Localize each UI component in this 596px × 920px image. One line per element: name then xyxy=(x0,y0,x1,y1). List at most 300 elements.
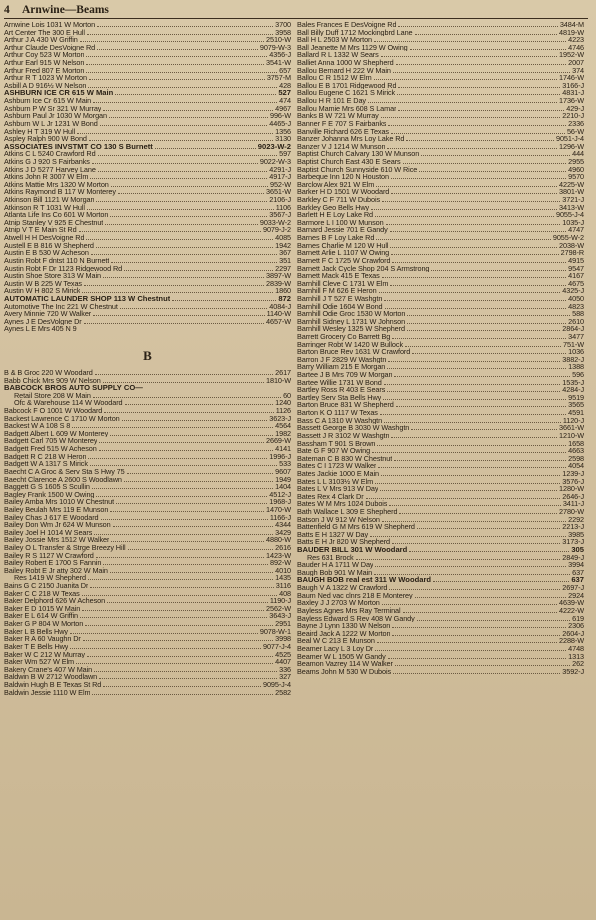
leader-dots xyxy=(82,595,277,596)
listing-row xyxy=(4,491,291,499)
listing-row xyxy=(297,82,584,90)
listing-row xyxy=(297,538,584,546)
listing-row xyxy=(297,287,584,295)
listing-phone: 428 xyxy=(279,81,291,90)
listing-phone: 1126 xyxy=(275,407,291,415)
listing-phone: 3565 xyxy=(568,401,584,410)
listing-name: Beaird Jack A 1222 W Morton xyxy=(297,629,391,638)
listing-name: Barbeque Inn 120 N Houston xyxy=(297,173,389,181)
listing-row xyxy=(297,356,584,364)
leader-dots xyxy=(89,79,265,80)
listing-name: Baker Delphord 626 W Acheson xyxy=(4,597,106,605)
listing-phone: 3994 xyxy=(568,561,584,569)
listing-phone: 637 xyxy=(571,576,584,585)
listing-phone: 1810-W xyxy=(266,376,291,385)
listing-name: Bakery Crane's 407 W Main xyxy=(4,665,93,674)
leader-dots xyxy=(374,79,558,80)
listing-phone: 3721-J xyxy=(562,196,584,204)
listing-row xyxy=(4,582,291,590)
listing-phone: 4675 xyxy=(568,279,584,288)
listing-row xyxy=(4,437,291,445)
listing-phone: 1120-J xyxy=(562,416,584,425)
leader-dots xyxy=(376,239,551,240)
listing-phone: 2780-W xyxy=(559,508,584,516)
listing-phone: 2288-W xyxy=(559,637,584,645)
leader-dots xyxy=(86,64,264,65)
listing-row xyxy=(297,310,584,318)
listing-name: Austin Robt F Dr 1123 Ridgewood Rd xyxy=(4,264,123,273)
leader-dots xyxy=(70,648,261,649)
listing-phone: 4525 xyxy=(275,650,291,659)
listing-phone: 9077-J-4 xyxy=(263,642,291,651)
listing-row xyxy=(297,630,584,638)
listing-phone: 2798-R xyxy=(560,249,584,257)
leader-dots xyxy=(118,193,264,194)
listing-name: Bassett George B 3030 W Washgtn xyxy=(297,424,410,432)
leader-dots xyxy=(377,445,566,446)
listing-name: Banks B W 721 W Murray xyxy=(297,112,379,120)
listing-name: Bauder H A 1711 W Day xyxy=(297,561,374,569)
listing-row xyxy=(4,257,291,265)
listing-name: Baggett G S 1605 S Scullin xyxy=(4,483,90,491)
listing-row xyxy=(297,455,584,463)
leader-dots xyxy=(103,110,273,111)
listing-row xyxy=(4,476,291,484)
listing-name: Baptist Church East 430 E Sears xyxy=(297,157,401,166)
listing-phone: 4344 xyxy=(275,521,291,529)
leader-dots xyxy=(398,87,560,88)
listing-name: Baldwin B W 2712 Woodlawn xyxy=(4,673,98,681)
listing-row xyxy=(4,559,291,567)
listing-row xyxy=(297,143,584,151)
listing-phone: 1942 xyxy=(275,241,291,250)
leader-dots xyxy=(407,330,560,331)
listing-phone: 305 xyxy=(571,546,584,554)
listing-name: Batson J W 912 W Nelson xyxy=(297,515,380,524)
listing-row xyxy=(4,303,291,311)
listing-row xyxy=(297,615,584,623)
listing-phone: 751-W xyxy=(563,340,584,349)
leader-dots xyxy=(84,323,264,324)
listing-name: Atkinson R T 1031 W Hull xyxy=(4,203,85,212)
leader-dots xyxy=(83,640,273,641)
listing-phone: 408 xyxy=(279,589,291,598)
listing-name: Arthur Claude DesVoigne Rd xyxy=(4,43,96,52)
listing-phone: 3661-W xyxy=(559,424,584,432)
listing-name: Baker C C 218 W Texas xyxy=(4,589,80,598)
listing-row xyxy=(4,574,291,582)
leader-dots xyxy=(105,224,258,225)
listing-phone: 2106-J xyxy=(269,196,291,204)
listing-row xyxy=(297,379,584,387)
listing-phone: 596 xyxy=(572,371,584,379)
listing-name: Beams John M 530 W Dubois xyxy=(297,667,392,676)
listing-phone: 3411-J xyxy=(562,500,584,508)
listing-phone: 1210-W xyxy=(559,431,584,440)
leader-dots xyxy=(87,34,273,35)
leader-dots xyxy=(100,125,268,126)
leader-dots xyxy=(80,617,267,618)
listing-phone: 4054 xyxy=(568,462,584,470)
leader-dots xyxy=(109,117,268,118)
listing-row xyxy=(4,468,291,476)
listing-row xyxy=(4,673,291,681)
listing-row xyxy=(297,341,584,349)
listing-row xyxy=(297,508,584,516)
listing-name: ASHBURN ICE CR 615 W Main xyxy=(4,89,114,98)
listing-name: Retail Store 208 W Main xyxy=(14,391,91,400)
listing-row xyxy=(4,552,291,560)
listing-row xyxy=(4,287,291,295)
listing-phone: 2839-W xyxy=(266,279,291,288)
listing-row xyxy=(4,265,291,273)
listing-name: Ashburn W L Jr 1231 W Bond xyxy=(4,119,98,128)
listing-name: Barkley Geo Bells Hwy xyxy=(297,203,370,212)
listing-phone: 2697-J xyxy=(562,584,584,592)
listing-row xyxy=(297,135,584,143)
leader-dots xyxy=(90,178,267,179)
listing-name: Bates L L 3103½ W Elm xyxy=(297,477,374,486)
listing-phone: 619 xyxy=(572,614,584,623)
listing-row xyxy=(297,29,584,37)
listing-row xyxy=(4,318,291,326)
listing-name: Barry William 215 E Morgan xyxy=(297,363,386,372)
listing-phone: 9055-J-4 xyxy=(556,211,584,219)
listing-phone: 2646-J xyxy=(562,492,584,501)
listing-phone: 4010 xyxy=(275,566,291,575)
leader-dots xyxy=(384,300,566,301)
listing-phone: 9079-J-2 xyxy=(263,226,291,235)
listing-row xyxy=(4,483,291,491)
listing-name: Res 631 Brock xyxy=(307,553,354,562)
leader-dots xyxy=(415,597,567,598)
listing-phone: 4141 xyxy=(275,445,291,453)
listing-row xyxy=(4,498,291,506)
listing-phone: 1190-J xyxy=(269,597,291,605)
listing-phone: 1036 xyxy=(568,348,584,356)
listing-row xyxy=(297,74,584,82)
listing-name: Baldwin Jessie 1110 W Elm xyxy=(4,688,91,697)
listing-phone: 1996-J xyxy=(269,452,291,461)
listing-phone: 3643-J xyxy=(269,612,291,621)
listing-name: Ashburn P W Sr 321 W Murray xyxy=(4,104,102,113)
listing-row xyxy=(4,204,291,212)
listing-name: Bailey Robt E Jr atty 302 W Main xyxy=(4,566,108,575)
listing-row xyxy=(4,681,291,689)
leader-dots xyxy=(392,338,566,339)
listing-row xyxy=(297,645,584,653)
leader-dots xyxy=(111,262,277,263)
leader-dots xyxy=(77,133,273,134)
listing-phone: 2007 xyxy=(568,59,584,67)
listing-phone: 3882-J xyxy=(562,355,584,364)
leader-dots xyxy=(384,422,561,423)
listing-name: Barkley C F 711 W Dubois xyxy=(297,196,381,204)
listing-row xyxy=(297,500,584,508)
listing-phone: 4356-J xyxy=(269,51,291,60)
listing-phone: 637 xyxy=(572,568,584,577)
leader-dots xyxy=(381,117,561,118)
leader-dots xyxy=(391,178,566,179)
leader-dots xyxy=(391,193,557,194)
leader-dots xyxy=(96,247,273,248)
listing-row xyxy=(4,44,291,52)
listing-name: Ballou H R 101 E Day xyxy=(297,97,366,105)
leader-dots xyxy=(381,56,557,57)
listing-name: Bailey Robert E 1700 S Fannin xyxy=(4,559,102,567)
leader-dots xyxy=(371,209,557,210)
listing-name: Austin Robt F dntst 110 N Burnett xyxy=(4,256,110,265)
listing-name: Barnhill F M 626 E Heron xyxy=(297,287,377,295)
listing-name: Ballou Mamie Mrs 608 S Lamar xyxy=(297,104,397,113)
listing-row xyxy=(4,181,291,189)
listing-row xyxy=(4,67,291,75)
listing-phone: 1949 xyxy=(275,475,291,484)
listing-phone: 4639-W xyxy=(559,599,584,607)
listing-phone: 9547 xyxy=(568,264,584,273)
listing-row xyxy=(297,493,584,501)
listing-name: Barton Bruce Rev 1631 W Crawford xyxy=(297,348,411,356)
listing-name: Baker G P 804 W Morton xyxy=(4,620,84,628)
leader-dots xyxy=(110,216,267,217)
listing-row xyxy=(4,628,291,636)
listing-row xyxy=(297,303,584,311)
listing-row xyxy=(297,516,584,524)
listing-row xyxy=(4,407,291,415)
listing-phone: 9095-J-4 xyxy=(263,680,291,689)
leader-dots xyxy=(82,292,273,293)
leader-dots xyxy=(110,572,273,573)
listing-row xyxy=(4,377,291,385)
leader-dots xyxy=(415,34,558,35)
leader-dots xyxy=(433,581,569,582)
listing-name: Bartee J B Mrs 709 W Morgan xyxy=(297,371,393,379)
listing-name: Ball H L 2503 W Morton xyxy=(297,36,372,44)
leader-dots xyxy=(97,49,258,50)
listing-phone: 1313 xyxy=(568,652,584,661)
listing-row xyxy=(297,59,584,67)
listing-phone: 3166-J xyxy=(562,81,584,90)
leader-dots xyxy=(398,110,564,111)
leader-dots xyxy=(391,254,559,255)
listing-row xyxy=(4,620,291,628)
right-column xyxy=(297,21,584,696)
listing-row xyxy=(4,514,291,522)
leader-dots xyxy=(387,368,566,369)
leader-dots xyxy=(379,292,561,293)
leader-dots xyxy=(392,262,566,263)
listing-phone: 1435 xyxy=(275,574,291,583)
leader-dots xyxy=(375,650,566,651)
leader-dots xyxy=(103,564,268,565)
leader-dots xyxy=(392,543,560,544)
leader-dots xyxy=(389,589,560,590)
listing-name: Baecht Clarence A 2600 S Woodlawn xyxy=(4,475,122,484)
listing-phone: 2849-J xyxy=(562,553,584,562)
listing-name: Barnes Charlie M 120 W Hull xyxy=(297,241,389,250)
listing-row xyxy=(4,219,291,227)
listing-phone: 4465-J xyxy=(269,119,291,128)
listing-row xyxy=(4,369,291,377)
listing-row xyxy=(4,120,291,128)
leader-dots xyxy=(84,285,264,286)
listing-row xyxy=(4,89,291,97)
listing-row xyxy=(297,67,584,75)
listing-phone: 3477 xyxy=(568,332,584,341)
listing-name: Bailey R S 1127 W Crawford xyxy=(4,551,94,560)
listing-phone: 9055-W-2 xyxy=(552,234,584,242)
listing-phone: 9519 xyxy=(568,393,584,402)
listing-row xyxy=(297,196,584,204)
listing-row xyxy=(297,447,584,455)
leader-dots xyxy=(387,148,557,149)
leader-dots xyxy=(396,406,566,407)
listing-row xyxy=(4,536,291,544)
listing-phone: 2669-W xyxy=(266,437,291,446)
leader-dots xyxy=(86,72,277,73)
listing-name: Bate G F 907 W Owing xyxy=(297,447,371,455)
listing-name: ASSOCIATES INVSTMT CO 130 S Burnett xyxy=(4,142,153,151)
listing-row xyxy=(4,29,291,37)
listing-phone: 4823 xyxy=(568,302,584,311)
listing-name: Bassett J R 3102 W Washgtn xyxy=(297,431,390,440)
listing-row xyxy=(297,318,584,326)
leader-dots xyxy=(88,579,273,580)
listing-phone: 1166-J xyxy=(269,513,291,522)
leader-dots xyxy=(375,216,554,217)
leader-dots xyxy=(393,72,570,73)
leader-dots xyxy=(99,450,273,451)
listing-phone: 4284-J xyxy=(562,386,584,394)
leader-dots xyxy=(392,627,566,628)
leader-dots xyxy=(392,635,560,636)
listing-name: Atkins G J 920 S Fairbanks xyxy=(4,157,90,166)
listing-row xyxy=(4,384,291,392)
listing-row xyxy=(297,333,584,341)
listing-row xyxy=(297,265,584,273)
listing-row xyxy=(4,445,291,453)
listing-name: Banner F E 707 S Fairbanks xyxy=(297,119,387,128)
leader-dots xyxy=(87,209,274,210)
listing-name: Arthur Fred 807 E Morton xyxy=(4,66,85,75)
leader-dots xyxy=(386,224,561,225)
leader-dots xyxy=(403,612,558,613)
leader-dots xyxy=(380,490,557,491)
leader-dots xyxy=(92,488,273,489)
listing-name: Barnes B F Loy Lake Rd xyxy=(297,234,375,242)
listing-row xyxy=(297,599,584,607)
listing-name: Bates Rex 4 Clark Dr xyxy=(297,492,364,501)
listing-phone: 1736-W xyxy=(559,97,584,105)
listing-name: Bailey Chas J 617 E Woodard xyxy=(4,513,99,522)
listing-row xyxy=(4,295,291,303)
leader-dots xyxy=(125,404,274,405)
leader-dots xyxy=(382,604,557,605)
listing-row xyxy=(297,257,584,265)
listing-row xyxy=(297,386,584,394)
listing-row xyxy=(4,392,291,400)
listing-name: Baker E D 1015 W Main xyxy=(4,604,81,613)
listing-name: Baker E L 614 W Griffin xyxy=(4,612,78,621)
listing-row xyxy=(4,544,291,552)
leader-dots xyxy=(370,536,566,537)
listing-phone: 2864-J xyxy=(562,325,584,333)
leader-dots xyxy=(390,231,566,232)
listing-row xyxy=(4,597,291,605)
listing-name: Bartee Willie 1731 W Bond xyxy=(297,378,382,387)
listing-phone: 4591 xyxy=(568,409,584,417)
leader-dots xyxy=(381,475,560,476)
listing-row xyxy=(4,422,291,430)
listing-row xyxy=(4,460,291,468)
listing-row xyxy=(4,211,291,219)
listing-name: Art Center The 300 E Hull xyxy=(4,28,85,37)
leader-dots xyxy=(397,94,560,95)
leader-dots xyxy=(374,574,570,575)
listing-phone: 2951 xyxy=(275,620,291,628)
listing-name: Babb Chick Mrs 909 W Nelson xyxy=(4,376,101,385)
listing-name: Arthur Coy 523 W Morton xyxy=(4,51,85,60)
leader-dots xyxy=(70,633,258,634)
leader-dots xyxy=(120,308,267,309)
listing-name: Ballou C R 1512 W Elm xyxy=(297,74,372,82)
listing-phone: 4564 xyxy=(275,422,291,430)
listing-phone: 4291-J xyxy=(269,165,291,174)
listing-phone: 1240 xyxy=(275,399,291,408)
listing-phone: 533 xyxy=(279,460,291,468)
leader-dots xyxy=(380,414,566,415)
leader-dots xyxy=(399,513,557,514)
listing-row xyxy=(4,74,291,82)
listing-row xyxy=(297,584,584,592)
listing-name: Atkins C L 5240 Crawford Rd xyxy=(4,150,96,158)
listing-phone: 1746-W xyxy=(559,74,584,82)
listing-name: Arnwine Lois 1031 W Morton xyxy=(4,21,96,29)
listing-phone: 2562-W xyxy=(266,604,291,613)
listing-phone: 527 xyxy=(278,89,291,98)
listing-name: Baxley J J 2703 W Morton xyxy=(297,599,380,607)
leader-dots xyxy=(396,64,567,65)
listing-row xyxy=(297,105,584,113)
listing-phone: 4512-J xyxy=(269,490,291,499)
listing-phone: 4915 xyxy=(568,256,584,265)
leader-dots xyxy=(405,346,561,347)
listing-name: Avery Minnie 720 W Walker xyxy=(4,310,92,318)
leader-dots xyxy=(82,610,264,611)
listing-name: BAUGH BOB real est 311 W Woodard xyxy=(297,576,432,585)
listing-row xyxy=(4,506,291,514)
listing-row xyxy=(297,592,584,600)
leader-dots xyxy=(86,56,267,57)
leader-dots xyxy=(391,133,565,134)
listing-name: Bagley Frank 1500 W Owing xyxy=(4,490,95,499)
listing-row xyxy=(4,635,291,643)
leader-dots xyxy=(383,399,566,400)
listing-row xyxy=(4,105,291,113)
listing-phone: 4223 xyxy=(568,36,584,44)
listing-name: Bass C A 1310 W Washgtn xyxy=(297,416,383,425)
leader-dots xyxy=(79,231,261,232)
listing-row xyxy=(297,668,584,676)
listing-name: Atkins Mattie Mrs 1320 W Morton xyxy=(4,180,109,189)
leader-dots xyxy=(372,452,566,453)
listing-name: Baker Wm 527 W Elm xyxy=(4,658,74,666)
leader-dots xyxy=(389,505,560,506)
listing-phone: 2292 xyxy=(568,515,584,524)
listing-name: Barnett Mack 415 E Texas xyxy=(297,272,380,280)
listing-name: Bates Jackie 1000 E Main xyxy=(297,469,379,478)
listing-name: Ballou Eugene C 1621 S Mirick xyxy=(297,89,396,98)
